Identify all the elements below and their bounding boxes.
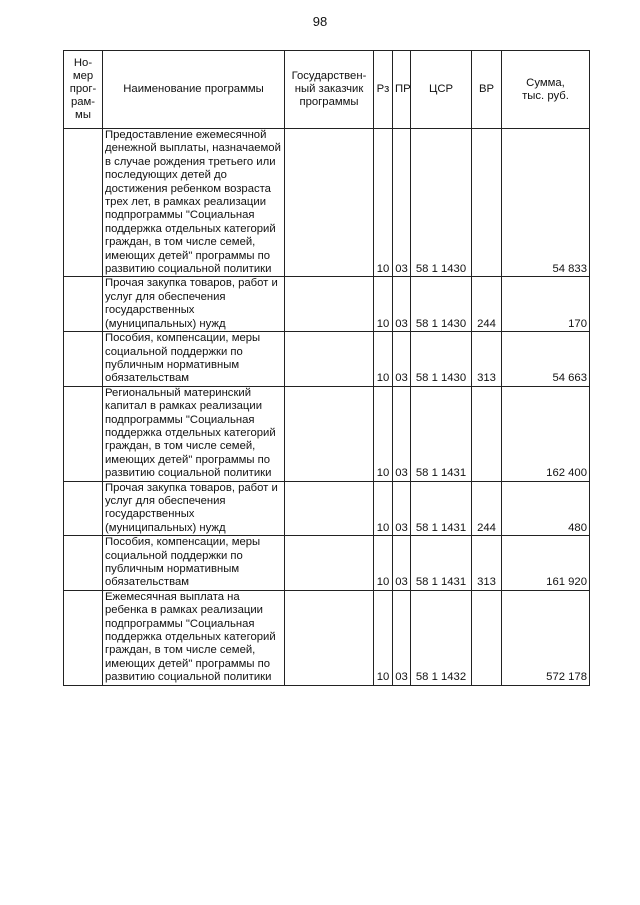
cell-customer <box>285 129 374 277</box>
cell-vr <box>472 386 502 481</box>
cell-vr: 313 <box>472 332 502 387</box>
cell-name: Пособия, компенсации, меры социальной поддержки по публичным нормативным обязательствам <box>103 332 285 387</box>
cell-vr: 313 <box>472 536 502 591</box>
cell-customer <box>285 536 374 591</box>
header-sum: Сумма, тыс. руб. <box>502 51 590 129</box>
cell-name: Прочая закупка товаров, работ и услуг для обеспечения государственных (муниципальных) нужд <box>103 277 285 332</box>
cell-csr: 58 1 1431 <box>411 536 472 591</box>
cell-sum: 54 833 <box>502 129 590 277</box>
cell-name: Пособия, компенсации, меры социальной поддержки по публичным нормативным обязательствам <box>103 536 285 591</box>
table-row <box>64 332 590 387</box>
cell-csr: 58 1 1430 <box>411 332 472 387</box>
cell-csr: 58 1 1430 <box>411 277 472 332</box>
cell-pr: 03 <box>393 129 411 277</box>
cell-name: Предоставление ежемесячной денежной выплаты, назначаемой в случае рождения третьего или последующих детей до достижения ребенком возраста трех лет, в рамках реализации подпрограммы "Социальная поддержка отдельных категорий граждан, в том числе семей, имеющих детей" программы по развитию социальной политики <box>103 129 285 277</box>
table-row <box>64 386 590 481</box>
cell-number <box>64 536 103 591</box>
cell-rz: 10 <box>374 277 393 332</box>
cell-vr <box>472 590 502 685</box>
cell-vr <box>472 129 502 277</box>
cell-customer <box>285 332 374 387</box>
cell-number <box>64 386 103 481</box>
cell-name: Прочая закупка товаров, работ и услуг для обеспечения государственных (муниципальных) нужд <box>103 481 285 536</box>
cell-customer <box>285 277 374 332</box>
cell-customer <box>285 590 374 685</box>
cell-csr: 58 1 1431 <box>411 481 472 536</box>
header-csr: ЦСР <box>411 51 472 129</box>
header-program-number: Но- мер прог- рам- мы <box>64 51 103 129</box>
header-vr: ВР <box>472 51 502 129</box>
header-rz: Рз <box>374 51 393 129</box>
table-row <box>64 536 590 591</box>
cell-rz: 10 <box>374 386 393 481</box>
cell-number <box>64 481 103 536</box>
cell-pr: 03 <box>393 481 411 536</box>
cell-rz: 10 <box>374 481 393 536</box>
cell-customer <box>285 386 374 481</box>
cell-rz: 10 <box>374 536 393 591</box>
cell-vr: 244 <box>472 481 502 536</box>
cell-pr: 03 <box>393 590 411 685</box>
table-row <box>64 129 590 277</box>
cell-number <box>64 332 103 387</box>
cell-customer <box>285 481 374 536</box>
cell-pr: 03 <box>393 536 411 591</box>
cell-rz: 10 <box>374 332 393 387</box>
cell-rz: 10 <box>374 590 393 685</box>
cell-number <box>64 129 103 277</box>
cell-vr: 244 <box>472 277 502 332</box>
header-pr: ПР <box>393 51 411 129</box>
cell-sum: 480 <box>502 481 590 536</box>
page-number: 98 <box>312 14 328 29</box>
cell-csr: 58 1 1431 <box>411 386 472 481</box>
cell-csr: 58 1 1430 <box>411 129 472 277</box>
cell-sum: 170 <box>502 277 590 332</box>
cell-number <box>64 590 103 685</box>
cell-pr: 03 <box>393 386 411 481</box>
table-row <box>64 590 590 685</box>
table-row <box>64 481 590 536</box>
table-header-row <box>64 51 590 129</box>
cell-sum: 162 400 <box>502 386 590 481</box>
cell-name: Ежемесячная выплата на ребенка в рамках реализации подпрограммы "Социальная поддержка отдельных категорий граждан, в том числе семей, имеющих детей" программы по развитию социальной политики <box>103 590 285 685</box>
cell-name: Региональный материнский капитал в рамках реализации подпрограммы "Социальная поддержка отдельных категорий граждан, в том числе семей, имеющих детей" программы по развитию социальной политики <box>103 386 285 481</box>
cell-sum: 54 663 <box>502 332 590 387</box>
cell-sum: 572 178 <box>502 590 590 685</box>
cell-pr: 03 <box>393 332 411 387</box>
cell-sum: 161 920 <box>502 536 590 591</box>
cell-rz: 10 <box>374 129 393 277</box>
table-row <box>64 277 590 332</box>
cell-number <box>64 277 103 332</box>
header-program-name: Наименование программы <box>103 51 285 129</box>
cell-pr: 03 <box>393 277 411 332</box>
cell-csr: 58 1 1432 <box>411 590 472 685</box>
header-customer: Государствен- ный заказчик программы <box>285 51 374 129</box>
program-budget-table <box>63 50 590 686</box>
